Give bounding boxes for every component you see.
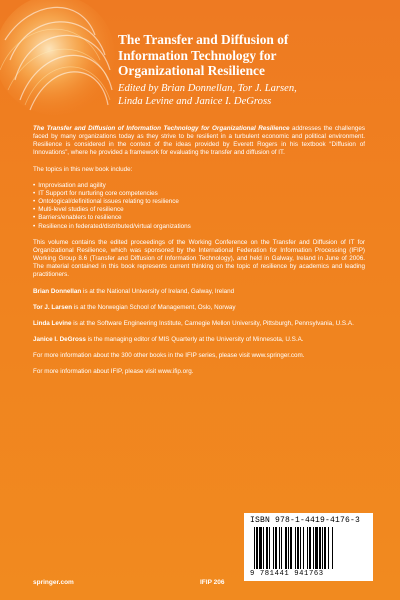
intro-paragraph <box>33 125 365 158</box>
book-editors: Edited by Brian Donnellan, Tor J. Larsen, Linda Levine and Janice I. DeGross <box>118 82 297 107</box>
footer-publisher: springer.com <box>33 579 74 586</box>
barcode-box <box>244 513 373 581</box>
book-title: The Transfer and Diffusion of Information Technology for Organizational Resilience <box>118 32 289 78</box>
isbn-text: ISBN 978-1-4419-4176-3 <box>250 516 361 525</box>
editor-bio <box>33 336 365 344</box>
title-block <box>118 32 396 108</box>
editor-affiliation: is at the Software Engineering Institute, Carnegie Mellon University, Pittsburgh, Pennsylvania, U.S.A. <box>73 319 354 327</box>
editor-bio <box>33 288 365 296</box>
list-item: • Resilience in federated/distributed/virtual organizations <box>33 223 365 231</box>
barcode-icon <box>254 527 364 569</box>
intro-text: addresses the challenges faced by many organizations today as they strive to be resilient in a turbulent economic and political environment. Resilience is considered in the context of the ideas provided by Everett Rogers in his textbook “Diffusion of Innovations”, where he provided a framework for evaluating the transfer and diffusion of IT. <box>33 125 365 157</box>
more-info-books: For more information about the 300 other books in the IFIP series, please visit www.springer.com. <box>33 352 305 360</box>
list-item: • Ontological/definitional issues relating to resilience <box>33 198 365 206</box>
more-info-ifip: For more information about IFIP, please visit www.ifip.org. <box>33 368 194 376</box>
footer-series: IFIP 206 <box>200 579 225 586</box>
editor-name: Brian Donnellan <box>33 287 82 295</box>
editor-affiliation: is at the Norwegian School of Management, Oslo, Norway <box>73 303 236 311</box>
list-item: • Barriers/enablers to resilience <box>33 214 365 222</box>
editor-name: Janice I. DeGross <box>33 335 86 343</box>
editor-affiliation: is at the National University of Ireland, Galway, Ireland <box>83 287 235 295</box>
list-item: • IT Support for nurturing core competencies <box>33 190 365 198</box>
editor-bio <box>33 304 365 312</box>
ifip-swirl-logo-icon <box>0 0 130 130</box>
editor-bio <box>33 320 365 328</box>
topics-intro: The topics in this new book include: <box>33 165 133 173</box>
editor-affiliation: is the managing editor of MIS Quarterly at the University of Minnesota, U.S.A. <box>87 335 304 343</box>
intro-title: The Transfer and Diffusion of Information Technology for Organizational Resilience <box>33 125 290 132</box>
editor-name: Tor J. Larsen <box>33 303 73 311</box>
back-cover-text <box>33 125 365 384</box>
barcode-number: 9 781441 941763 <box>250 570 324 578</box>
topics-list <box>33 182 365 231</box>
list-item: • Multi-level studies of resilience <box>33 206 365 214</box>
editor-name: Linda Levine <box>33 319 72 327</box>
proceedings-paragraph: This volume contains the edited proceedings of the Working Conference on the Transfer and Diffusion of IT for Organizational Resilience, which was sponsored by the International Federation for Information Processing (IFIP) Working Group 8.6 (Transfer and Diffusion of Information Technology), and held in Galway, Ireland in June of 2006. The material contained in this book represents current thinking on the topic of resilience by academics and leading practitioners. <box>33 238 365 279</box>
list-item: • Improvisation and agility <box>33 182 365 190</box>
